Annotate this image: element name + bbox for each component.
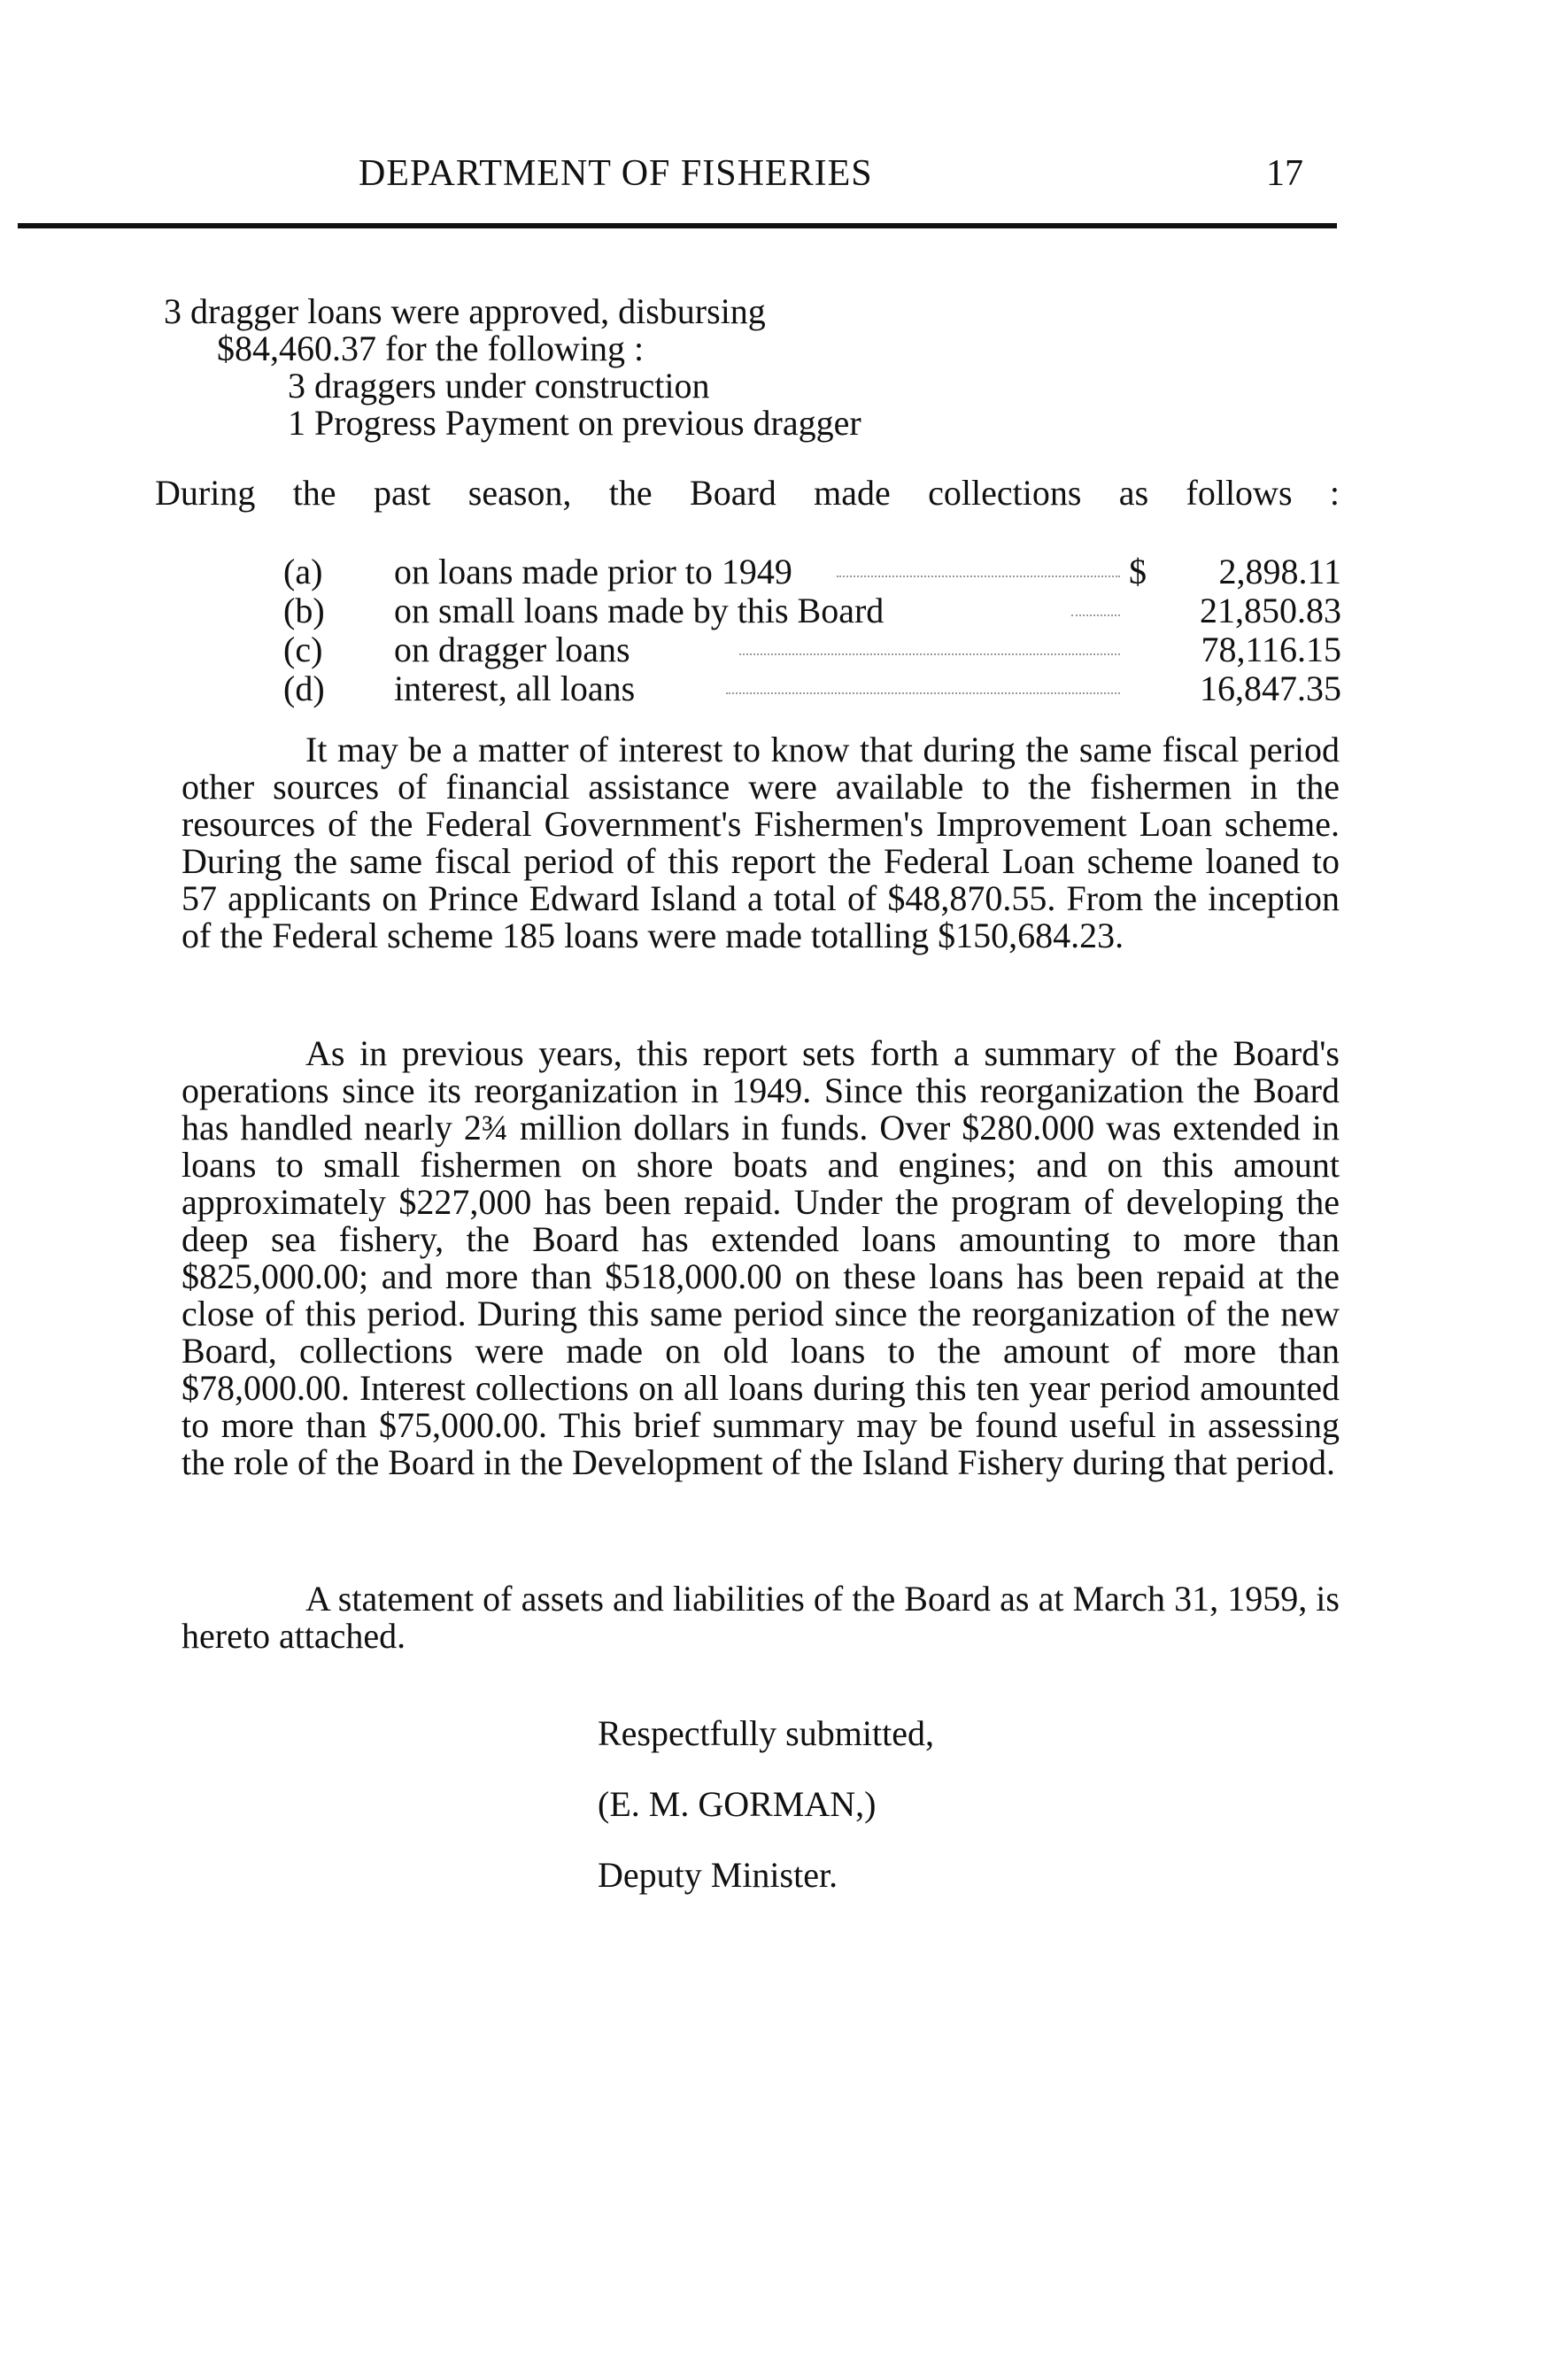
paragraph-statement: A statement of assets and liabilities of the Board as at March 31, 1959, is hereto attached. bbox=[182, 1579, 1340, 1656]
collection-amount: 2,898.11 bbox=[1218, 552, 1341, 591]
paragraph-summary: As in previous years, this report sets forth a summary of the Board's operations since its reorganization in 1949. Since this reorganization the Board has handled nearly 2¾ million dollars in funds. Over $280.000 was extended in loans to small fishermen on shore boats and engines; and on this amount approximately $227,000 has been repaid. Under the program of developing the deep sea fishery, the Board has extended loans amounting to more than $825,000.00; and more than $518,000.00 on these loans has been repaid at the close of this period. During this same period since the reorganization of the new Board, collections were made on old loans to the amount of more than $78,000.00. Interest collections on all loans during this ten year period amounted to more than $75,000.00. This brief summary may be found useful in assessing the role of the Board in the Development of the Island Fishery during that period. bbox=[182, 1033, 1340, 1482]
signature-title: Deputy Minister. bbox=[598, 1855, 838, 1895]
collections-intro: During the past season, the Board made collections as follows : bbox=[155, 473, 1340, 513]
collection-amount: 21,850.83 bbox=[1200, 591, 1341, 630]
dragger-line-1: 3 dragger loans were approved, disbursing bbox=[164, 291, 766, 331]
dragger-line-4: 1 Progress Payment on previous dragger bbox=[288, 403, 861, 443]
collection-label: (b) bbox=[283, 591, 325, 630]
page-number: 17 bbox=[1266, 153, 1303, 194]
collection-row bbox=[283, 629, 1341, 668]
signature-name: (E. M. GORMAN,) bbox=[598, 1784, 877, 1824]
dot-leader bbox=[837, 576, 1120, 577]
collection-row bbox=[283, 668, 1341, 707]
header-rule bbox=[18, 223, 1337, 228]
collection-currency: $ bbox=[1129, 552, 1147, 591]
dragger-line-3: 3 draggers under construction bbox=[288, 366, 710, 406]
signature-closing: Respectfully submitted, bbox=[598, 1713, 934, 1753]
collection-description: on loans made prior to 1949 bbox=[394, 552, 792, 591]
collection-label: (d) bbox=[283, 668, 325, 708]
collection-row bbox=[283, 551, 1341, 590]
collection-row bbox=[283, 590, 1341, 629]
collection-label: (a) bbox=[283, 552, 323, 591]
dot-leader bbox=[726, 692, 1120, 694]
dragger-line-2: $84,460.37 for the following : bbox=[217, 328, 645, 368]
dot-leader bbox=[739, 653, 1120, 655]
collection-description: on small loans made by this Board bbox=[394, 591, 885, 630]
page-header bbox=[0, 152, 1545, 205]
collection-label: (c) bbox=[283, 630, 323, 669]
collection-description: on dragger loans bbox=[394, 630, 630, 669]
collection-amount: 16,847.35 bbox=[1200, 668, 1341, 708]
collection-description: interest, all loans bbox=[394, 668, 636, 708]
dot-leader bbox=[1071, 614, 1120, 616]
paragraph-federal-loans: It may be a matter of interest to know that during the same fiscal period other sources of financial assistance were available to the fishermen in the resources of the Federal Government's Fishermen's Improvement Loan scheme. During the same fiscal period of this report the Federal Loan scheme loaned to 57 applicants on Prince Edward Island a total of $48,870.55. From the inception of the Federal scheme 185 loans were made totalling $150,684.23. bbox=[182, 730, 1340, 955]
collection-amount: 78,116.15 bbox=[1201, 630, 1341, 669]
running-title: DEPARTMENT OF FISHERIES bbox=[359, 153, 873, 194]
